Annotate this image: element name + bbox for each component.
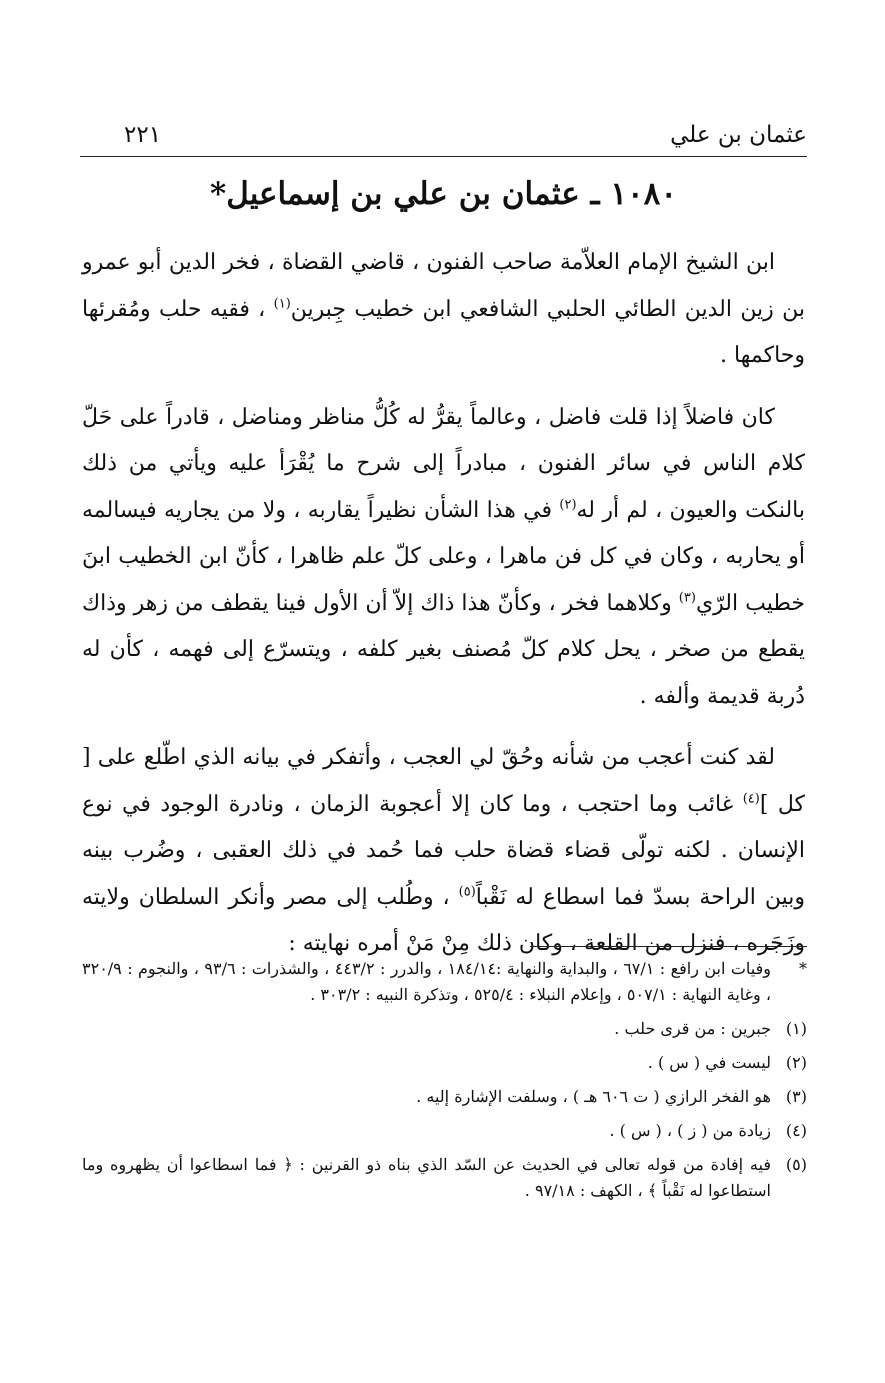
paragraph-text: في هذا الشأن نظيراً يقاربه ، ولا من يجاريه فيسالمه أو يحاربه ، وكان في كل فن ماهرا ، وعلى كلّ علم ظاهرا ، كأنّ ابن الخطيب ابنَ خطيب الرّي — [82, 497, 806, 616]
body-text — [82, 240, 805, 983]
footnote-marker: (١) — [273, 296, 291, 312]
paragraph-text: لقد كنت أعجب من شأنه وحُقّ لي العجب ، وأتفكر في بيانه الذي اطّلع على [ كل ] — [82, 745, 805, 817]
footnote-4 — [82, 1118, 807, 1144]
header-rule — [80, 156, 807, 157]
paragraph-text: غائب وما احتجب ، وما كان إلا أعجوبة الزمان ، ونادرة الوجود في نوع الإنسان . لكنه تولّى قضاء قضاة حلب فما حُمد في ذلك العقبى ، وضُرب بينه وبين الراحة بسدّ فما اسطاع له نَقْباً — [82, 791, 805, 910]
footnote-marker: (٣) — [678, 590, 696, 606]
running-head — [80, 120, 807, 154]
footnote-text: جبرين : من قرى حلب . — [614, 1019, 771, 1038]
footnote-text: فيه إفادة من قوله تعالى في الحديث عن السّد الذي بناه ذو القرنين : ﴿ فما اسطاعوا أن يظهروه وما استطاعوا له نَقْباً ﴾ ، الكهف : ٩٧/١٨ . — [82, 1155, 771, 1200]
paragraph-1 — [82, 240, 805, 380]
footnote-mark: (٥) — [785, 1155, 807, 1174]
footnote-marker: (٤) — [742, 791, 760, 807]
footnote-mark: (٤) — [785, 1121, 807, 1140]
footnote-text: زيادة من ( ز ) ، ( س ) . — [609, 1121, 771, 1140]
footnote-star — [82, 956, 807, 1008]
page-number: ٢٢١ — [124, 122, 162, 148]
footnote-text: ليست في ( س ) . — [647, 1053, 771, 1072]
paragraph-text: ، وطُلب إلى مصر وأنكر السلطان ولايته وزَجَره ، فنزل من القلعة ، وكان ذلك مِنْ مَنْ أمره نهايته : — [82, 884, 805, 956]
footnote-mark: (٢) — [785, 1053, 807, 1072]
footnote-2 — [82, 1050, 807, 1076]
paragraph-text: كان فاضلاً إذا قلت فاضل ، وعالماً يقرُّ له كُلُّ مناظر ومناضل ، قادراً على حَلّ كلام الناس في سائر الفنون ، مبادراً إلى شرح ما يُقْرَأ عليه ويأتي من ذلك بالنكت والعيون ، لم أر له — [82, 404, 805, 523]
footnote-3 — [82, 1084, 807, 1110]
footnote-text: هو الفخر الرازي ( ت ٦٠٦ هـ ) ، وسلفت الإشارة إليه . — [416, 1087, 771, 1106]
footnote-rule — [530, 946, 807, 947]
running-head-title: عثمان بن علي — [670, 122, 807, 148]
footnote-5 — [82, 1152, 807, 1204]
footnote-marker: (٥) — [458, 884, 476, 900]
footnote-text: وفيات ابن رافع : ٦٧/١ ، والبداية والنهاية :١٨٤/١٤ ، والدرر : ٤٤٣/٢ ، والشذرات : ٩٣/٦ ، والنجوم : ٣٢٠/٩ ، وغاية النهاية : ٥٠٧/١ ، وإعلام النبلاء : ٥٢٥/٤ ، وتذكرة النبيه : ٣٠٣/٢ . — [82, 959, 771, 1004]
footnote-mark: * — [799, 959, 807, 978]
paragraph-text: ابن الشيخ الإمام العلاّمة صاحب الفنون ، قاضي القضاة ، فخر الدين أبو عمرو بن زين الدين الطائي الحلبي الشافعي ابن خطيب جِبرين — [82, 250, 806, 322]
footnote-1 — [82, 1016, 807, 1042]
entry-heading: ١٠٨٠ ـ عثمان بن علي بن إسماعيل* — [210, 176, 677, 212]
paragraph-text: وكلاهما فخر ، وكأنّ هذا ذاك إلاّ أن الأول فينا يقطف من زهر وذاك يقطع من صخر ، يحل كلام كلّ مُصنف بغير كلفه ، ويتسرّع إلى فهمه ، كأن له دُربة قديمة وألفه . — [82, 590, 805, 709]
footnote-mark: (١) — [785, 1019, 807, 1038]
footnote-marker: (٢) — [559, 497, 577, 513]
footnote-mark: (٣) — [785, 1087, 807, 1106]
paragraph-3 — [82, 735, 805, 968]
paragraph-text: ، فقيه حلب ومُقرئها وحاكمها . — [82, 296, 805, 368]
footnotes — [82, 956, 807, 1212]
paragraph-2 — [82, 395, 805, 721]
